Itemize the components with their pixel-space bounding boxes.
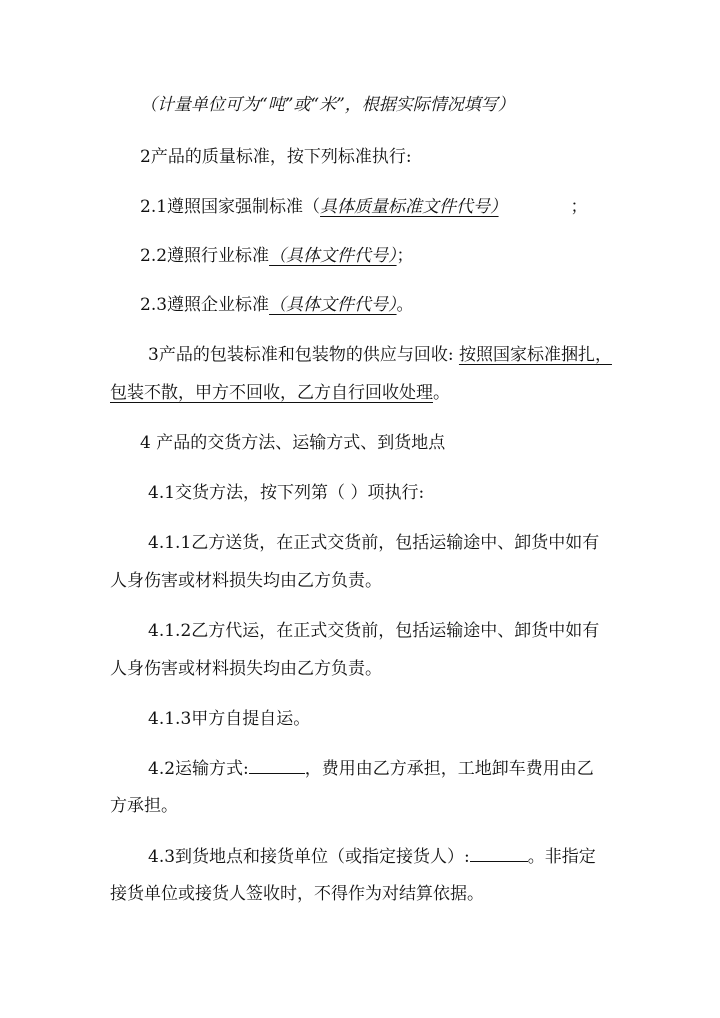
- section-4-title: 4 产品的交货方法、运输方式、到货地点: [140, 433, 446, 453]
- clause-4-2-label: 4.2运输方式:: [148, 759, 249, 779]
- clause-4-3-text: 。非指定: [527, 847, 596, 867]
- clause-4-1-1-line-1: 4.1.1乙方送货，在正式交货前，包括运输途中、卸货中如有: [148, 533, 600, 553]
- section-3-answer-1: 按照国家标准捆扎，: [458, 345, 612, 365]
- clause-2-3: [140, 294, 414, 316]
- punct: ；: [396, 246, 414, 266]
- clause-4-2-line-1: [148, 757, 594, 779]
- punct: ；: [570, 197, 588, 217]
- delivery-location-blank[interactable]: [470, 845, 528, 862]
- punct: 。: [396, 295, 414, 315]
- clause-4-1-1-line-2: 人身伤害或材料损失均由乙方负责。: [110, 571, 382, 591]
- punct: 。: [433, 383, 450, 403]
- clause-4-3-line-2: 接货单位或接货人签收时，不得作为对结算依据。: [110, 884, 484, 904]
- section-3-label: 3产品的包装标准和包装物的供应与回收:: [148, 345, 454, 365]
- section-2-title: 2产品的质量标准，按下列标准执行:: [140, 147, 412, 167]
- clause-2-3-field: （具体文件代号）: [269, 295, 397, 315]
- clause-4-2-line-2: 方承担。: [110, 796, 178, 816]
- clause-2-1-field: 具体质量标准文件代号）: [320, 197, 499, 217]
- clause-2-1: [140, 196, 588, 218]
- unit-note: （计量单位可为“吨”或“米”，根据实际情况填写）: [140, 95, 515, 115]
- clause-2-1-label: 2.1遵照国家强制标准（: [140, 197, 321, 217]
- clause-4-1-2-line-2: 人身伤害或材料损失均由乙方负责。: [110, 659, 382, 679]
- clause-4-2-text: ，费用由乙方承担，工地卸车费用由乙: [304, 759, 594, 779]
- clause-4-1-2-line-1: 4.1.2乙方代运，在正式交货前，包括运输途中、卸货中如有: [148, 621, 600, 641]
- section-3-line-2: [110, 382, 450, 404]
- clause-4-3-line-1: [148, 845, 596, 867]
- clause-4-1: 4.1交货方法，按下列第（ ）项执行:: [148, 483, 425, 503]
- transport-method-blank[interactable]: [249, 757, 305, 774]
- clause-2-2-label: 2.2遵照行业标准: [140, 246, 270, 266]
- section-3-line-1: [148, 344, 620, 366]
- clause-2-3-label: 2.3遵照企业标准: [140, 295, 270, 315]
- clause-2-2-field: （具体文件代号）: [269, 246, 397, 266]
- clause-4-1-3: 4.1.3甲方自提自运。: [148, 709, 311, 729]
- section-3-answer-2: 包装不散，甲方不回收，乙方自行回收处理: [110, 383, 433, 403]
- clause-4-3-label: 4.3到货地点和接货单位（或指定接货人）:: [148, 847, 470, 867]
- clause-2-2: [140, 245, 414, 267]
